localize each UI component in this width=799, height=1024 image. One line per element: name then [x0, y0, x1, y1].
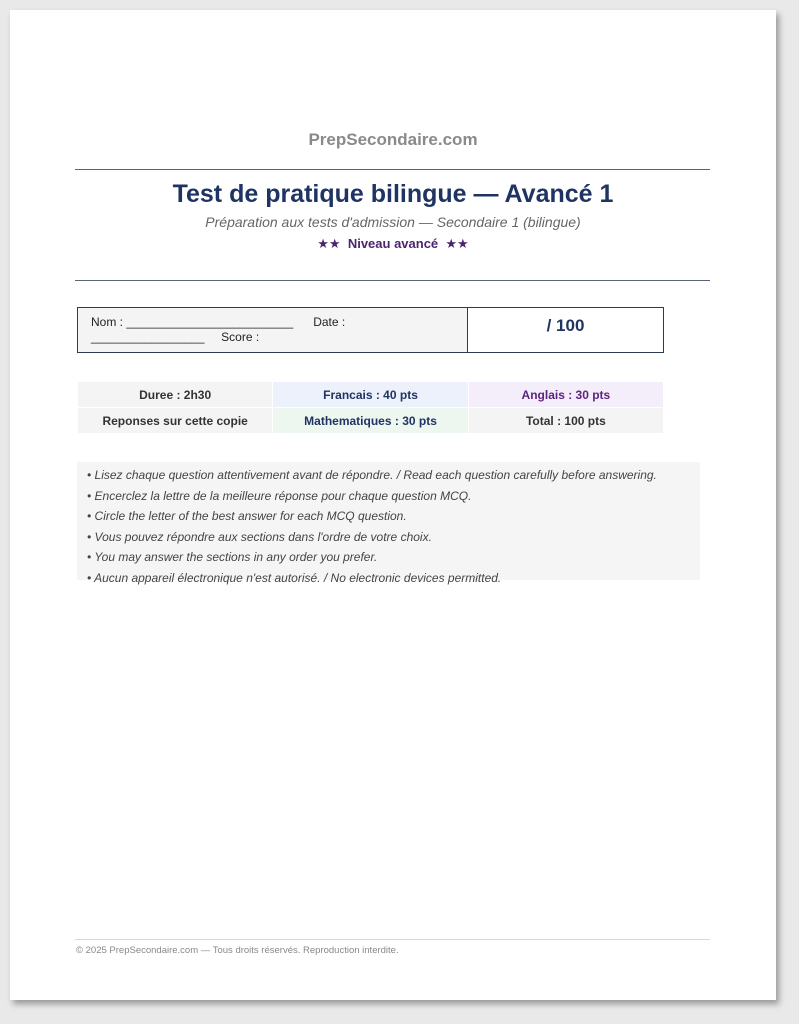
- math-points-cell: Mathematiques : 30 pts: [273, 408, 468, 434]
- french-points-cell: Francais : 40 pts: [273, 382, 468, 408]
- duration-cell: Duree : 2h30: [78, 382, 273, 408]
- date-label: Date :: [313, 315, 346, 329]
- document-page: [10, 10, 776, 1000]
- list-item: • Aucun appareil électronique n'est autorisé. / No electronic devices permitted.: [87, 570, 502, 585]
- list-item: • Vous pouvez répondre aux sections dans l'ordre de votre choix.: [87, 529, 432, 544]
- score-total: / 100: [546, 316, 585, 335]
- footer-divider: [75, 939, 710, 940]
- copyright-footer: © 2025 PrepSecondaire.com — Tous droits réservés. Reproduction interdite.: [76, 945, 399, 956]
- student-fields: [78, 308, 468, 352]
- name-field[interactable]: Nom : _________________________: [91, 315, 294, 329]
- header-divider-bottom: [75, 280, 710, 281]
- page-title: Test de pratique bilingue — Avancé 1: [172, 180, 614, 208]
- star-icon: ★★: [317, 236, 341, 251]
- level-label: Niveau avancé: [347, 236, 439, 251]
- level-indicator: [10, 236, 776, 252]
- page-subtitle: Préparation aux tests d'admission — Secondaire 1 (bilingue): [205, 214, 581, 230]
- header-divider-top: [75, 169, 710, 170]
- student-info-box: [77, 307, 664, 353]
- list-item: • Encerclez la lettre de la meilleure réponse pour chaque question MCQ.: [87, 488, 472, 503]
- list-item: • You may answer the sections in any order you prefer.: [87, 550, 378, 565]
- table-row: [78, 408, 664, 434]
- list-item: • Circle the letter of the best answer for each MCQ question.: [87, 509, 407, 524]
- list-item: • Lisez chaque question attentivement avant de répondre. / Read each question carefully before answering.: [87, 468, 657, 482]
- english-points-cell: Anglais : 30 pts: [468, 382, 663, 408]
- brand-name: PrepSecondaire.com: [308, 130, 478, 149]
- instructions-box: [77, 462, 700, 585]
- exam-info-table: [77, 381, 664, 434]
- date-field[interactable]: _________________: [91, 330, 205, 344]
- total-points-cell: Total : 100 pts: [468, 408, 663, 434]
- answers-location-cell: Reponses sur cette copie: [78, 408, 273, 434]
- star-icon: ★★: [445, 236, 469, 251]
- table-row: [78, 382, 664, 408]
- score-label: Score :: [221, 330, 260, 344]
